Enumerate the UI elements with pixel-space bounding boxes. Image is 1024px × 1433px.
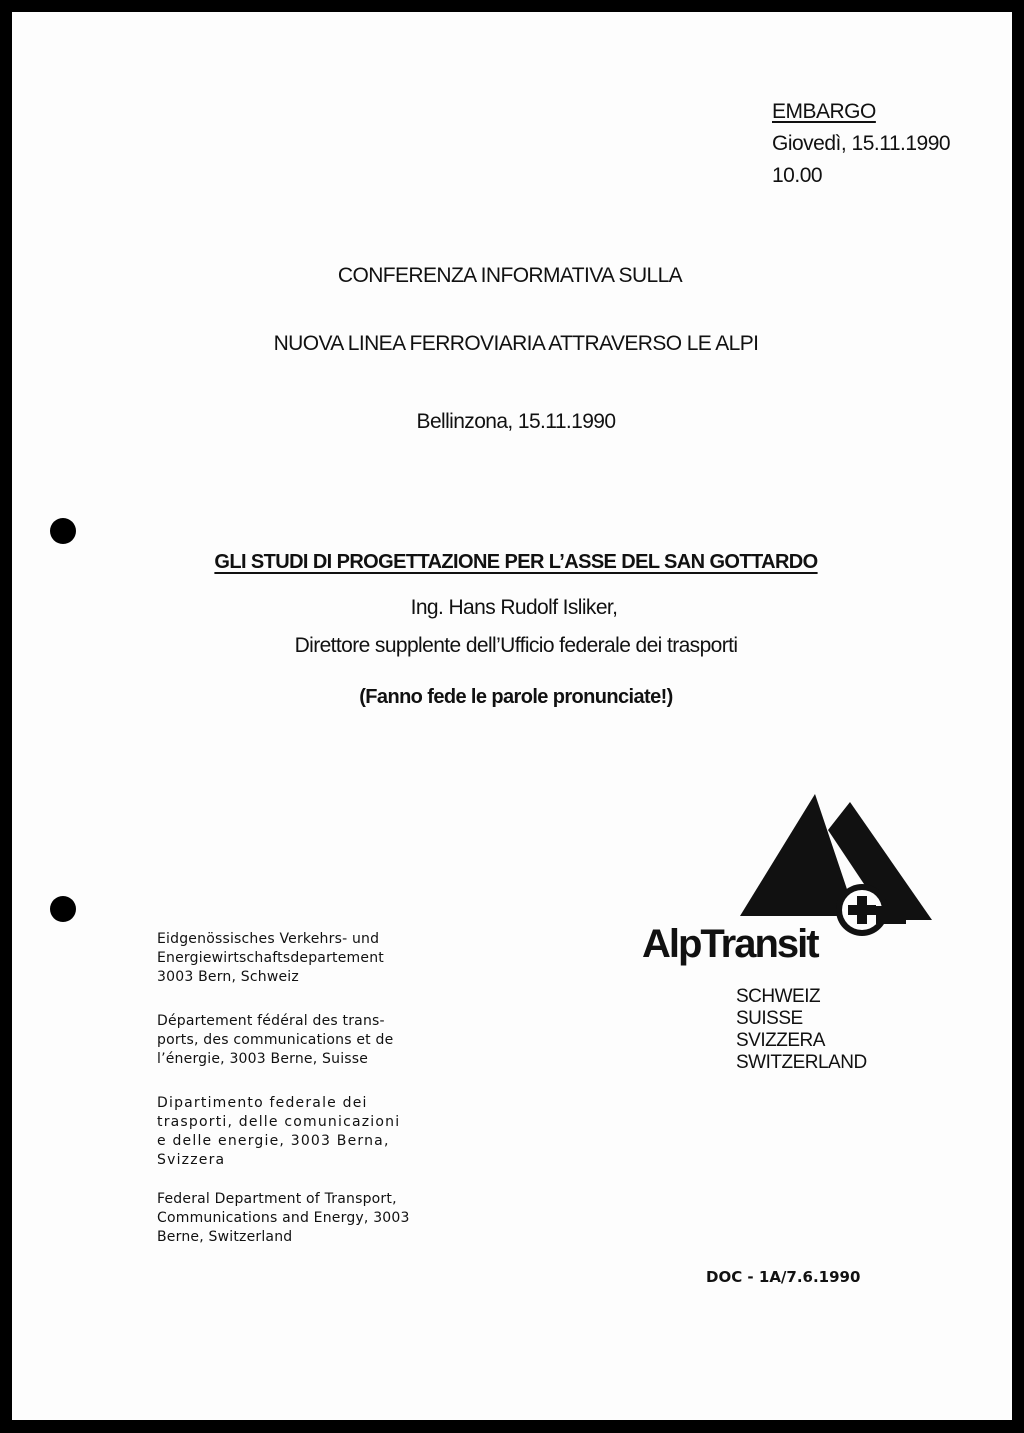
speech-title-text: GLI STUDI DI PROGETTAZIONE PER L’ASSE DEL SAN GOTTARDO xyxy=(214,551,818,573)
document-reference: DOC - 1A/7.6.1990 xyxy=(706,1268,861,1286)
address-line: l’énergie, 3003 Berne, Suisse xyxy=(157,1051,369,1067)
speaker-role: Direttore supplente dell’Ufficio federale dei trasporti xyxy=(294,634,738,657)
address-line: ports, des communications et de xyxy=(157,1032,394,1048)
department-address-fr xyxy=(157,1012,457,1069)
embargo-label: EMBARGO xyxy=(772,100,876,123)
address-line: Berne, Switzerland xyxy=(157,1229,293,1245)
country-label: SCHWEIZ xyxy=(736,986,821,1007)
department-address-en xyxy=(157,1190,457,1247)
embargo-date: Giovedì, 15.11.1990 xyxy=(772,132,951,155)
country-label: SVIZZERA xyxy=(736,1030,825,1051)
conference-title-line-1: CONFERENZA INFORMATIVA SULLA xyxy=(337,264,683,287)
country-label: SWITZERLAND xyxy=(736,1052,867,1073)
logo-wordmark: AlpTransit xyxy=(642,922,818,966)
address-line: Federal Department of Transport, xyxy=(157,1191,397,1207)
address-line: Eidgenössisches Verkehrs- und xyxy=(157,931,380,947)
address-line: Département fédéral des trans- xyxy=(157,1013,385,1029)
address-line: Dipartimento federale dei xyxy=(157,1095,368,1111)
address-line: e delle energie, 3003 Berna, xyxy=(157,1133,390,1149)
address-line: Svizzera xyxy=(157,1152,226,1168)
address-line: Communications and Energy, 3003 xyxy=(157,1210,410,1226)
conference-title-line-2: NUOVA LINEA FERROVIARIA ATTRAVERSO LE ALPI xyxy=(273,332,759,355)
logo-countries xyxy=(736,986,867,1074)
punch-hole xyxy=(50,518,76,544)
speaker-name: Ing. Hans Rudolf Isliker, xyxy=(410,596,618,619)
address-line: 3003 Bern, Schweiz xyxy=(157,969,299,985)
conference-place-date: Bellinzona, 15.11.1990 xyxy=(416,410,616,433)
address-line: trasporti, delle comunicazioni xyxy=(157,1114,401,1130)
punch-hole xyxy=(50,896,76,922)
speech-title xyxy=(16,550,1016,574)
embargo-time: 10.00 xyxy=(772,164,823,187)
country-label: SUISSE xyxy=(736,1008,803,1029)
department-address-it xyxy=(157,1094,457,1170)
speech-note: (Fanno fede le parole pronunciate!) xyxy=(359,686,673,708)
department-address-de xyxy=(157,930,457,987)
address-line: Energiewirtschaftsdepartement xyxy=(157,950,384,966)
document-page xyxy=(12,12,1012,1420)
embargo-block xyxy=(772,96,950,192)
